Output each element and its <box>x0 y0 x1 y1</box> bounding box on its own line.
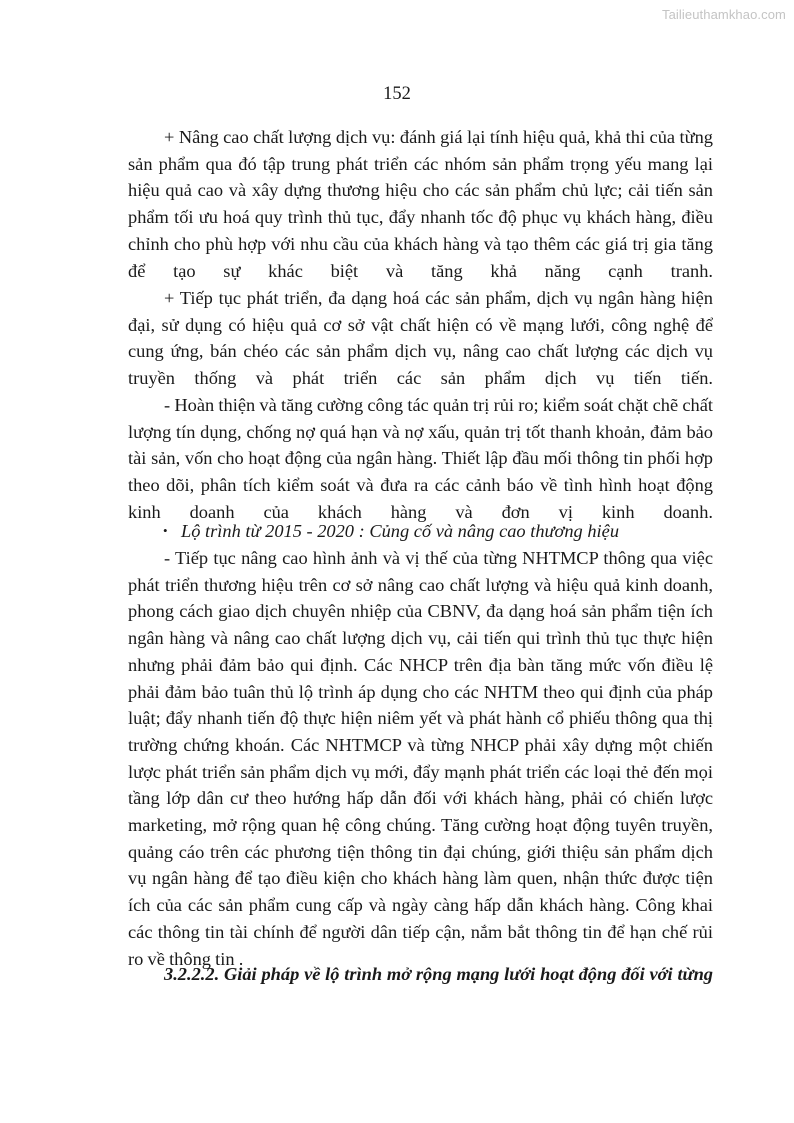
paragraph-brand-enhancement: - Tiếp tục nâng cao hình ảnh và vị thế của từng NHTMCP thông qua việc phát triển thương hiệu trên cơ sở nâng cao chất lượng và hiệu quả kinh doanh, phong cách giao dịch chuyên nhiệp của CBNV, đa dạng hoá sản phẩm tiện ích ngân hàng và nâng cao chất lượng dịch vụ, cải tiến qui trình thủ tục thực hiện nhưng phải đảm bảo qui định. Các NHCP trên địa bàn tăng mức vốn điều lệ phải đảm bảo tuân thủ lộ trình áp dụng cho các NHTM theo qui định của pháp luật; đẩy nhanh tiến độ thực hiện niêm yết và phát hành cổ phiếu thông qua thị trường chứng khoán. Các NHTMCP và từng NHCP phải xây dựng một chiến lược phát triển sản phẩm dịch vụ mới, đẩy mạnh phát triển các loại thẻ đến mọi tầng lớp dân cư theo hướng hấp dẫn đối với khách hàng, phải có chiến lược marketing, mở rộng quan hệ công chúng. Tăng cường hoạt động tuyên truyền, quảng cáo trên các phương tiện thông tin đại chúng, giới thiệu sản phẩm dịch vụ ngân hàng để tạo điều kiện cho khách hàng làm quen, nhận thức được tiện ích của các sản phẩm cung cấp và ngày càng hấp dẫn khách hàng. Công khai các thông tin tài chính để người dân tiếp cận, nắm bắt thông tin để hạn chế rủi ro về thông tin . <box>128 548 713 969</box>
roadmap-bullet <box>163 518 713 545</box>
bullet-icon: • <box>163 523 168 538</box>
paragraph-risk-management: - Hoàn thiện và tăng cường công tác quản trị rủi ro; kiểm soát chặt chẽ chất lượng tín dụng, chống nợ quá hạn và nợ xấu, quản trị tốt thanh khoản, đảm bảo tài sản, vốn cho hoạt động của ngân hàng. Thiết lập đầu mối thông tin phối hợp theo dõi, phân tích kiểm soát và đưa ra các cảnh báo về tình hình hoạt động kinh doanh của khách hàng và đơn vị kinh doanh. <box>128 395 713 522</box>
paragraph-product-diversification: + Tiếp tục phát triển, đa dạng hoá các sản phẩm, dịch vụ ngân hàng hiện đại, sử dụng có hiệu quả cơ sở vật chất hiện có về mạng lưới, công nghệ để cung ứng, bán chéo các sản phẩm dịch vụ, nâng cao chất lượng các dịch vụ truyền thống và phát triển các sản phẩm dịch vụ tiến tiến. <box>128 288 713 389</box>
section-heading: 3.2.2.2. Giải pháp về lộ trình mở rộng mạng lưới hoạt động đối với từng <box>164 964 713 984</box>
watermark: Tailieuthamkhao.com <box>661 7 786 22</box>
roadmap-bullet-text: Lộ trình từ 2015 - 2020 : Củng cố và nâng cao thương hiệu <box>181 521 620 541</box>
paragraph-service-quality: + Nâng cao chất lượng dịch vụ: đánh giá lại tính hiệu quả, khả thi của từng sản phẩm qua đó tập trung phát triển các nhóm sản phẩm trọng yếu mang lại hiệu quả cao và xây dựng thương hiệu cho các sản phẩm chủ lực; cải tiến sản phẩm tối ưu hoá quy trình thủ tục, đẩy nhanh tốc độ phục vụ khách hàng, điều chỉnh cho phù hợp với nhu cầu của khách hàng và tạo thêm các giá trị gia tăng để tạo sự khác biệt và tăng khả năng cạnh tranh. <box>128 127 713 281</box>
page-number: 152 <box>383 84 411 104</box>
